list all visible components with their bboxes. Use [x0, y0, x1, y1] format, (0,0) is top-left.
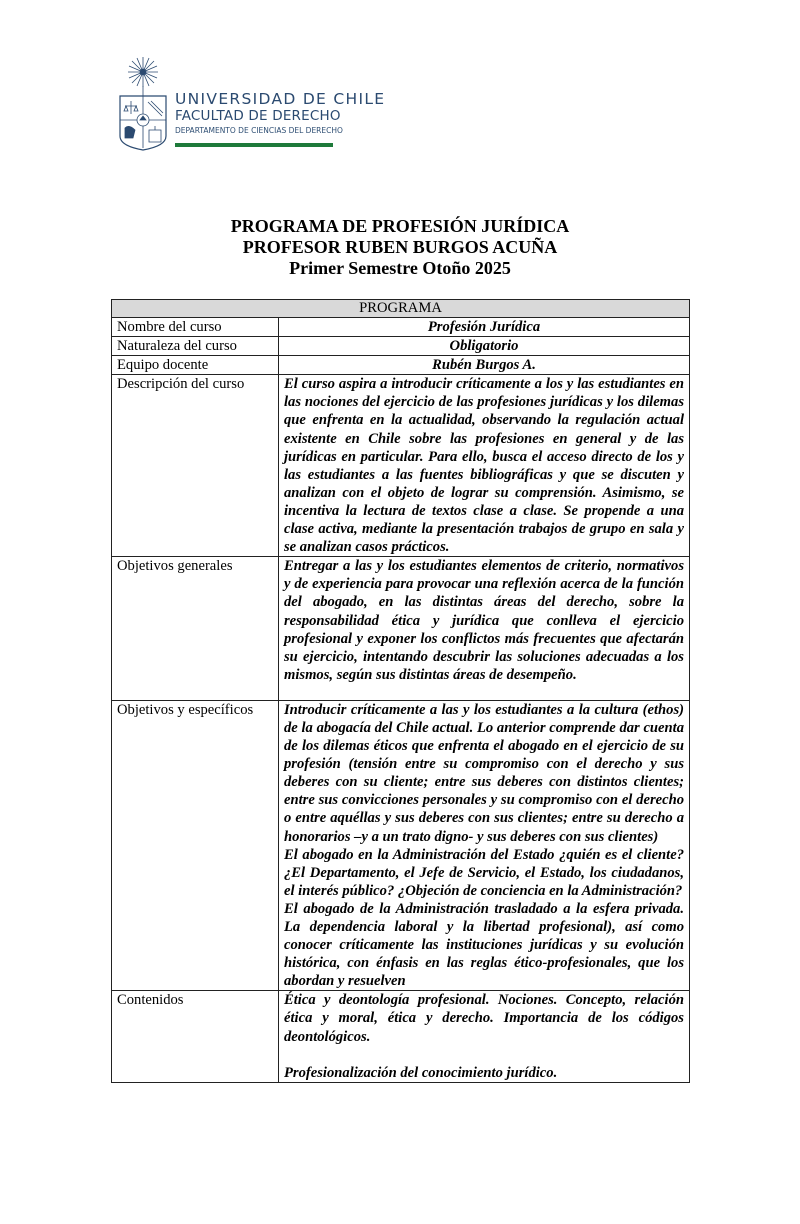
program-table [111, 299, 690, 1083]
row-label: Objetivos y específicos [112, 700, 279, 991]
course-nature-value: Obligatorio [279, 337, 690, 356]
row-label: Descripción del curso [112, 375, 279, 557]
title-line-3: Primer Semestre Otoño 2025 [289, 258, 511, 278]
table-row [112, 700, 690, 991]
course-description-value: El curso aspira a introducir críticamente a los y las estudiantes en las nociones del ejercicio de las profesiones jurídicas y los dilemas que enfrenta en la actualidad, observando la regulación actual existente en Chile sobre las profesiones en general y de las jurídicas en particular. Para ello, busca el acceso directo de los y las estudiantes a las fuentes bibliográficas y que se discuten y analizan con el objeto de lograr su comprensión. Asimismo, se incentiva la lectura de textos clase a clase. Se propende a una clase activa, mediante la presentación trabajos de grupo en sala y se analizan casos prácticos. [279, 375, 690, 557]
university-name: UNIVERSIDAD DE CHILE [175, 90, 386, 108]
contents-paragraph: Ética y deontología profesional. Nociones. Concepto, relación ética y moral, ética y derecho. Importancia de los códigos deontológicos. [284, 992, 684, 1045]
university-header [113, 56, 386, 152]
table-header: PROGRAMA [112, 300, 690, 318]
university-crest-icon [115, 56, 171, 152]
table-row [112, 557, 690, 701]
specific-objectives-paragraph: El abogado de la Administración trasladado a la esfera privada. La dependencia laboral y la libertad profesional), así como conocer críticamente las instituciones jurídicas y su evolución histórica, con énfasis en las reglas ético-profesionales, que los abordan y resuelven [284, 900, 684, 990]
specific-objectives-paragraph: El abogado en la Administración del Estado ¿quién es el cliente? ¿El Departamento, el Jefe de Servicio, el Estado, los ciudadanos, el interés público? ¿Objeción de conciencia en la Administración? [284, 846, 684, 899]
faculty-name: FACULTAD DE DERECHO [175, 108, 341, 124]
accent-bar [175, 143, 333, 147]
contents-paragraph: Profesionalización del conocimiento jurídico. [284, 1064, 558, 1081]
table-row [112, 337, 690, 356]
table-row [112, 991, 690, 1082]
row-label: Nombre del curso [112, 318, 279, 337]
general-objectives-text: Entregar a las y los estudiantes elementos de criterio, normativos y de experiencia para provocar una reflexión acerca de la función del abogado, en las distintas áreas del derecho, sobre la responsabilidad ética y jurídica que conlleva el ejercicio profesional y exponer los conflictos más frecuentes que afectarán su ejercicio, intentando descubrir las soluciones adecuadas a los mismos, según sus distintas áreas de desempeño. [284, 558, 684, 683]
university-name-block [175, 90, 385, 137]
title-line-2: PROFESOR RUBEN BURGOS ACUÑA [242, 237, 558, 257]
contents-value [279, 991, 690, 1082]
row-label: Equipo docente [112, 356, 279, 375]
department-name: DEPARTAMENTO DE CIENCIAS DEL DERECHO [175, 126, 343, 135]
row-label: Naturaleza del curso [112, 337, 279, 356]
table-row [112, 356, 690, 375]
teaching-team-value: Rubén Burgos A. [279, 356, 690, 375]
title-line-1: PROGRAMA DE PROFESIÓN JURÍDICA [230, 216, 570, 236]
course-name-value: Profesión Jurídica [279, 318, 690, 337]
specific-objectives-value [279, 700, 690, 991]
table-row [112, 318, 690, 337]
row-label: Objetivos generales [112, 557, 279, 701]
general-objectives-value [279, 557, 690, 701]
table-row [112, 375, 690, 557]
specific-objectives-paragraph: Introducir críticamente a las y los estudiantes a la cultura (ethos) de la abogacía del Chile actual. Lo anterior comprende dar cuenta de los dilemas éticos que enfrenta el abogado en el ejercicio de su profesión (tensión entre su compromiso con el derecho y sus deberes con su cliente; entre sus deberes con distintos clientes; entre sus convicciones personales y su compromiso con el derecho o entre aquéllas y sus deberes con sus clientes; entre su derecho a honorarios –y a un trato digno- y sus deberes con sus clientes) [284, 701, 684, 845]
document-title [0, 216, 800, 279]
row-label: Contenidos [112, 991, 279, 1082]
